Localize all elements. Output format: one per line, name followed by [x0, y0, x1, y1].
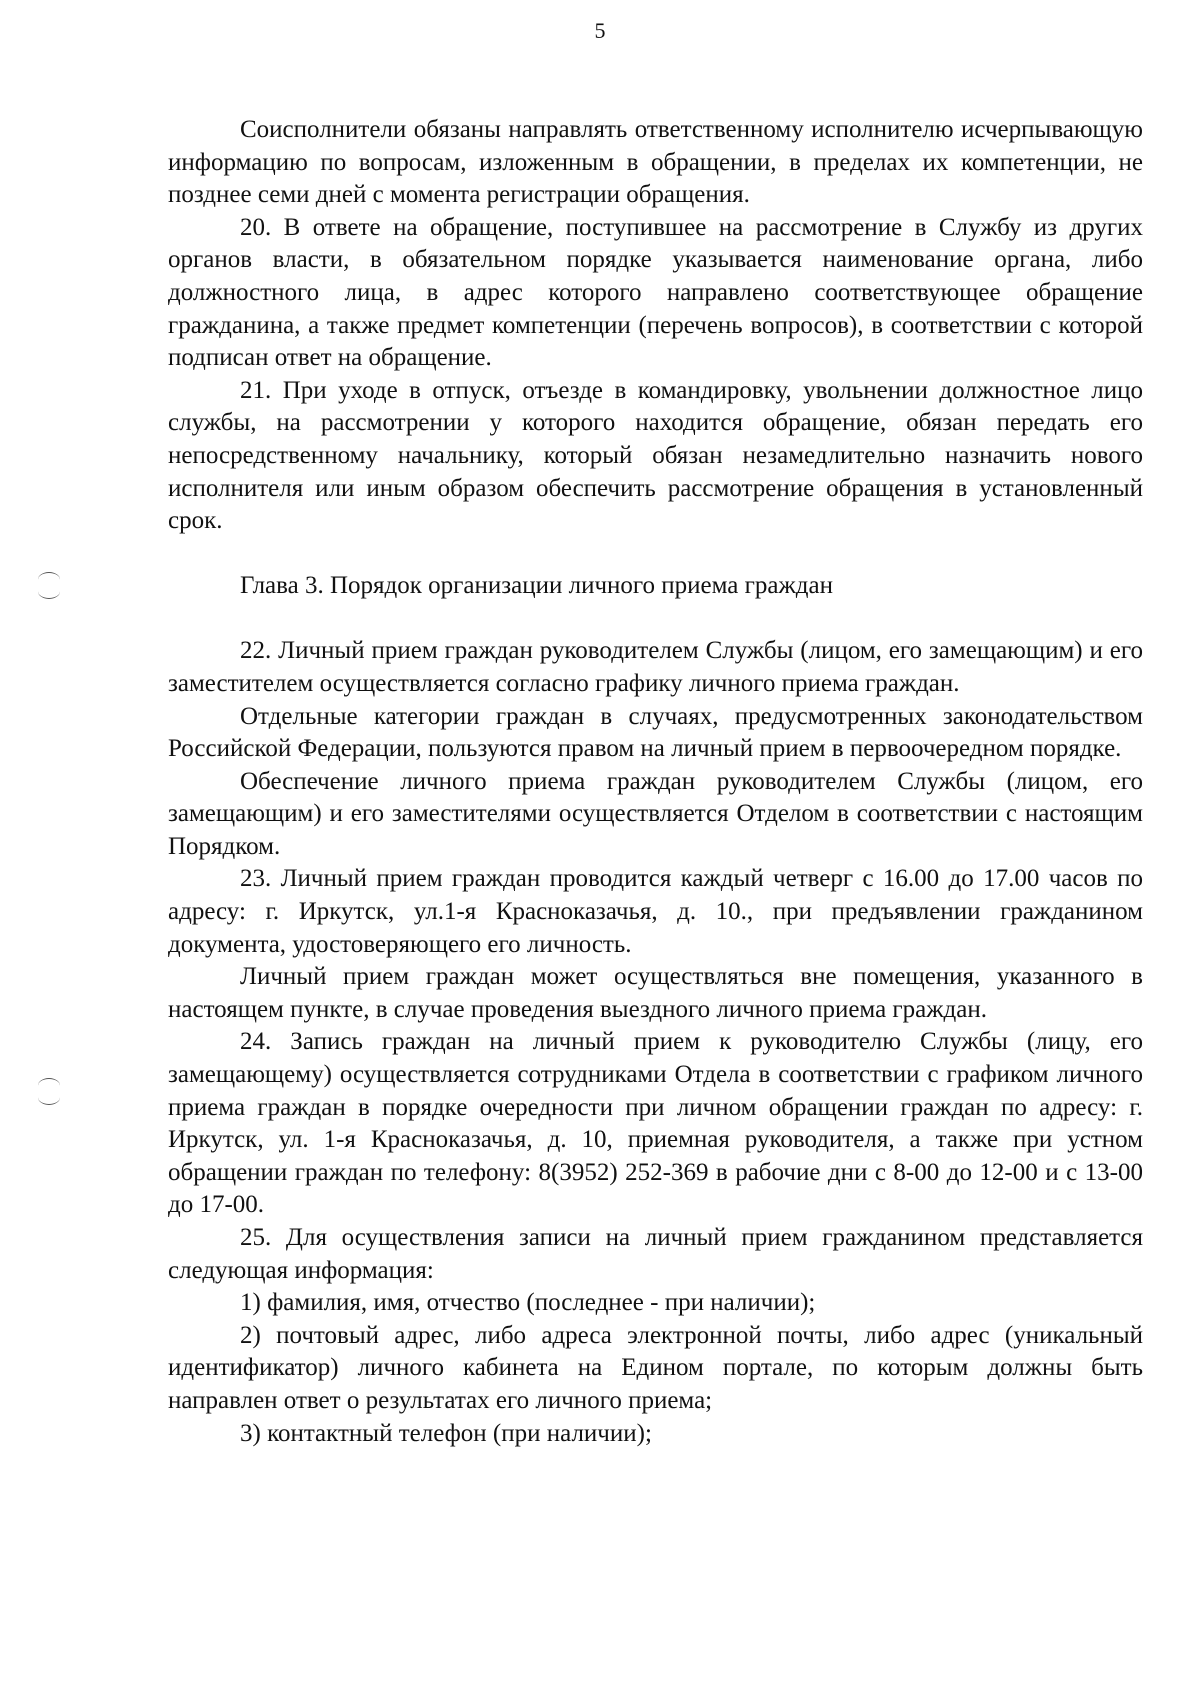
- paragraph-25: 25. Для осуществления записи на личный прием гражданином представляется следующая информация:: [168, 1224, 1143, 1284]
- paragraph-coexecutors: Соисполнители обязаны направлять ответственному исполнителю исчерпывающую информацию по вопросам, изложенным в обращении, в пределах их компетенции, не позднее семи дней с момента регистрации обращения.: [168, 116, 1143, 209]
- list-item-25-1: 1) фамилия, имя, отчество (последнее - при наличии);: [240, 1289, 816, 1317]
- paragraph-20: 20. В ответе на обращение, поступившее на рассмотрение в Службу из других органов власти, в обязательном порядке указывается наименование органа, либо должностного лица, в адрес которого направлено соответствующее обращение гражданина, а также предмет компетенции (перечень вопросов), в соответствии с которой подписан ответ на обращение.: [168, 213, 1143, 372]
- document-body: [168, 114, 1143, 1450]
- paragraph-23: 23. Личный прием граждан проводится каждый четверг с 16.00 до 17.00 часов по адресу: г. Иркутск, ул.1-я Красноказачья, д. 10., при предъявлении гражданином документа, удостоверяющего его личность.: [168, 865, 1143, 958]
- list-item-25-3: 3) контактный телефон (при наличии);: [240, 1419, 652, 1447]
- page-number: 5: [594, 18, 606, 43]
- paragraph-21: 21. При уходе в отпуск, отъезде в командировку, увольнении должностное лицо службы, на рассмотрении у которого находится обращение, обязан передать его непосредственному начальнику, который обязан незамедлительно назначить нового исполнителя или иным образом обеспечить рассмотрение обращения в установленный срок.: [168, 376, 1143, 535]
- scan-mark: [38, 1090, 60, 1105]
- paragraph-24: 24. Запись граждан на личный прием к руководителю Службы (лицу, его замещающему) осуществляется сотрудниками Отдела в соответствии с графиком личного приема граждан в порядке очередности при личном обращении граждан по адресу: г. Иркутск, ул. 1-я Красноказачья, д. 10, приемная руководителя, а также при устном обращении граждан по телефону: 8(3952) 252-369 в рабочие дни с 8-00 до 12-00 и с 13-00 до 17-00.: [168, 1028, 1143, 1219]
- scan-mark: [38, 584, 60, 599]
- paragraph-22-categories: Отдельные категории граждан в случаях, предусмотренных законодательством Российской Федерации, пользуются правом на личный прием в первоочередном порядке.: [168, 702, 1143, 763]
- paragraph-22-provision: Обеспечение личного приема граждан руководителем Службы (лицом, его замещающим) и его заместителями осуществляется Отделом в соответствии с настоящим Порядком.: [168, 767, 1143, 860]
- chapter-heading: Глава 3. Порядок организации личного приема граждан: [240, 571, 833, 599]
- list-item-25-2: 2) почтовый адрес, либо адреса электронной почты, либо адрес (уникальный идентификатор) личного кабинета на Едином портале, по которым должны быть направлен ответ о результатах его личного приема;: [168, 1321, 1143, 1414]
- paragraph-22: 22. Личный прием граждан руководителем Службы (лицом, его замещающим) и его заместителем осуществляется согласно графику личного приема граждан.: [168, 637, 1143, 697]
- paragraph-23-outside: Личный прием граждан может осуществляться вне помещения, указанного в настоящем пункте, в случае проведения выездного личного приема граждан.: [168, 963, 1143, 1023]
